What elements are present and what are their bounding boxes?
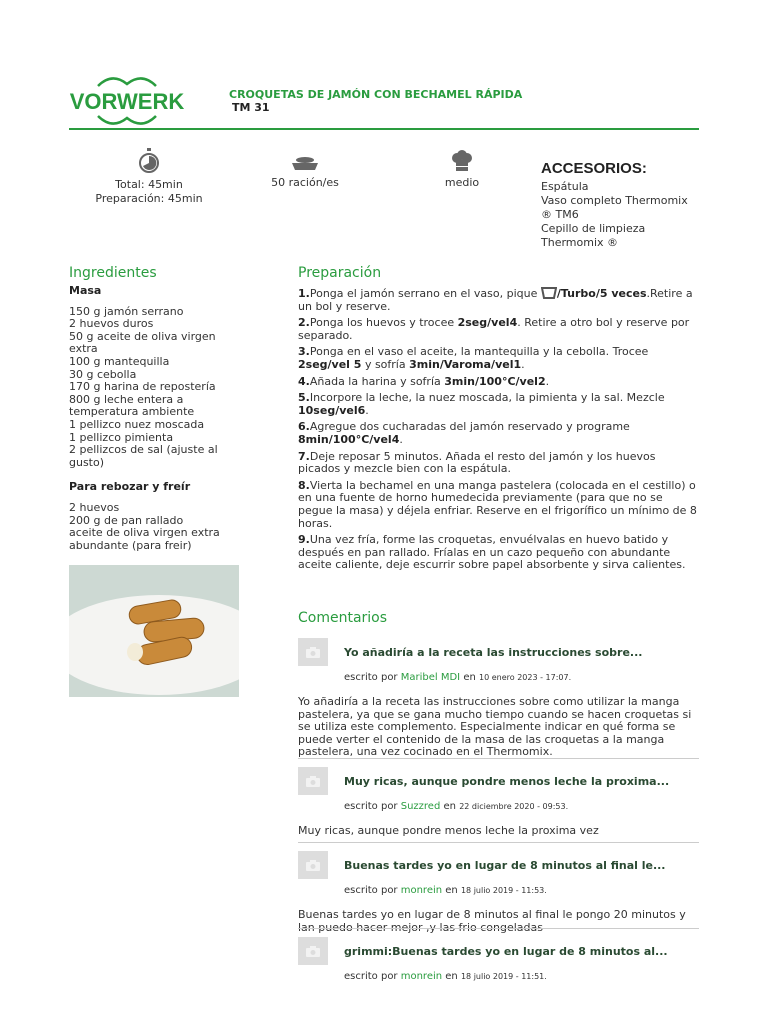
camera-icon [306,946,320,957]
comment-divider [298,842,699,843]
comment-author[interactable]: Maribel MDI [400,672,461,683]
servings-block [255,154,355,190]
on-label: en [445,885,458,896]
comment-divider [298,758,699,759]
comment-body: Muy ricas, aunque pondre menos leche la proxima vez [298,824,599,837]
preparation-section [298,265,700,576]
step [298,287,700,313]
ingredient-item: 2 huevos duros [69,317,154,331]
difficulty-block [420,150,504,190]
step [298,346,700,371]
ingredient-item: 2 huevos [69,500,120,514]
step-bold: 4. [298,374,310,388]
on-label: en [463,672,476,683]
accessory-item: Espátula [541,180,589,193]
ingredient-item: aceite de oliva virgen extra abundante (para freir) [69,526,220,552]
on-label: en [445,971,458,982]
comments-heading: Comentarios [298,610,388,626]
vorwerk-logo [68,72,186,132]
step-bold: 3min/Varoma/vel1 [409,357,522,371]
written-by-label: escrito por [344,971,398,982]
ingredient-group-title: Para rebozar y freír [69,480,191,494]
preparation-heading: Preparación [298,265,382,281]
camera-icon [306,776,320,787]
ingredient-item: 2 pellizcos de sal (ajuste al gusto) [69,443,218,469]
time-block [84,148,214,206]
step-bold: 9. [298,533,310,547]
comment-date: 18 julio 2019 - 11:53. [460,886,547,895]
recipe-photo [69,565,239,697]
turbo-icon [541,287,557,300]
comment-divider [298,928,699,929]
difficulty: medio [444,176,480,189]
dish-icon [291,154,319,172]
step-bold: 8. [298,478,310,492]
step-bold: 7. [298,449,310,463]
step-text: . [545,374,550,388]
servings: 50 ración/es [271,176,339,189]
step-text: . [521,357,525,371]
svg-text:VORWERK: VORWERK [69,89,185,114]
prep-time: Preparación: 45min [95,192,203,205]
ingredient-group-title: Masa [69,284,102,297]
avatar [298,937,328,965]
step-text: Ponga los huevos y trocee [309,316,458,330]
step [298,317,700,342]
comment-date: 22 diciembre 2020 - 09:53. [459,802,569,811]
avatar [298,851,328,879]
chef-hat-icon [451,150,473,172]
step-bold: 2. [298,316,310,330]
step-bold: 8min/100°C/vel4 [298,432,400,446]
comment-title[interactable]: grimmi:Buenas tardes yo en lugar de 8 minutos al... [344,945,668,958]
accessory-item: Vaso completo Thermomix ® TM6 [541,194,688,221]
step [298,376,700,389]
step-bold: 3min/100°C/vel2 [444,374,546,388]
comment-body: Buenas tardes yo en lugar de 8 minutos al final le pongo 20 minutos y [298,908,686,921]
step-bold: 3. [298,345,310,359]
on-label: en [443,801,456,812]
step-bold: 2seg/vel 5 [298,357,362,371]
written-by-label: escrito por [344,885,398,896]
step [298,421,700,446]
comment-author[interactable]: Suzzred [400,801,441,812]
comment-meta [344,971,547,982]
stopwatch-icon [138,148,160,174]
step-text: . [399,432,403,446]
step-bold: 1. [298,287,310,300]
step-text: Deje reposar 5 minutos. Añada el resto del jamón y los huevos picados y mezcle bien con la espátula. [298,449,656,476]
accessories [541,160,701,250]
camera-icon [306,647,320,658]
ingredient-item: 50 g aceite de oliva virgen extra [69,329,216,356]
step-bold: 5. [298,391,310,405]
avatar [298,638,328,666]
accessories-title: ACCESORIOS: [541,160,647,177]
avatar [298,767,328,795]
step-bold: 10seg/vel6 [298,403,366,417]
step-text: y sofría [361,357,410,371]
step-text: Agregue dos cucharadas del jamón reservado y programe [309,420,630,434]
recipe-title: CROQUETAS DE JAMÓN CON BECHAMEL RÁPIDA [229,88,523,101]
comment-meta [344,885,547,896]
ingredient-item: 30 g cebolla [69,367,137,381]
comment-title[interactable]: Yo añadiría a la receta las instrucciones sobre... [344,646,643,659]
ingredients-heading: Ingredientes [69,265,157,281]
comment-meta [344,801,568,812]
ingredient-item: 100 g mantequilla [69,354,170,368]
steps-list [298,287,700,572]
step-text: Una vez fría, forme las croquetas, envuélvalas en huevo batido y después en pan rallado. Fríalas en un cazo pequeño con abundante aceite caliente, deje escurrir sobre papel absorbente y sirva calientes. [298,533,686,572]
step-text: . Retire a otro bol y reserve por separado. [298,316,690,342]
ingredients-section [69,265,239,552]
ingredient-item: 1 pellizco pimienta [69,430,174,444]
camera-icon [306,860,320,871]
step-text: Añada la harina y sofría [309,374,445,388]
step [298,392,700,417]
step-bold: 2seg/vel4 [457,316,518,330]
header-divider [69,128,699,130]
ingredients-list [69,285,239,552]
step-text: Incorpore la leche, la nuez moscada, la pimienta y la sal. Mezcle [309,391,665,405]
step [298,534,700,572]
comment-title[interactable]: Muy ricas, aunque pondre menos leche la proxima... [344,775,670,788]
ingredient-item: 170 g harina de repostería [69,380,216,394]
ingredient-item: 200 g de pan rallado [69,513,184,527]
step-bold: 6. [298,420,310,434]
recipe-model: TM 31 [232,101,270,114]
step-bold: /Turbo/5 veces [556,287,647,300]
step [298,480,700,530]
comment-date: 18 julio 2019 - 11:51. [460,972,547,981]
step-text: Vierta la bechamel en una manga pastelera (colocada en el cestillo) o en una fuente de horno humedecida previamente (para que no se pegue la masa) y déjela enfriar. Reserve en el frigorífico un mínimo de 8 horas. [298,478,697,530]
comment-title[interactable]: Buenas tardes yo en lugar de 8 minutos al final le... [344,859,666,872]
written-by-label: escrito por [344,672,398,683]
written-by-label: escrito por [344,801,398,812]
comment-meta [344,672,571,683]
step-text: Ponga en el vaso el aceite, la mantequilla y la cebolla. Trocee [309,345,649,359]
comment-body: Yo añadiría a la receta las instrucciones sobre como utilizar la manga pastelera, ya que se gana mucho tiempo cuando se hacen croquetas si se utiliza este complemento. Especialmente indicar en qué forma se puede verter el contenido de la masa de las croquetas a la manga pastelera, una vez cocinado en el Thermomix. [298,695,692,759]
step-text: .Retire a un bol y reserve. [298,287,693,313]
step-text: Ponga el jamón serrano en el vaso, pique [309,287,541,300]
ingredient-item: 1 pellizco nuez moscada [69,417,205,431]
total-time: Total: 45min [115,178,183,191]
accessory-item: Cepillo de limpieza Thermomix ® [541,222,646,249]
comment-date: 10 enero 2023 - 17:07. [479,673,572,682]
ingredient-item: 800 g leche entera a temperatura ambiente [69,392,195,419]
comment-author[interactable]: monrein [400,885,443,896]
ingredient-item: 150 g jamón serrano [69,304,184,318]
comment-author[interactable]: monrein [400,971,443,982]
step-text: . [365,403,369,417]
step [298,451,700,476]
